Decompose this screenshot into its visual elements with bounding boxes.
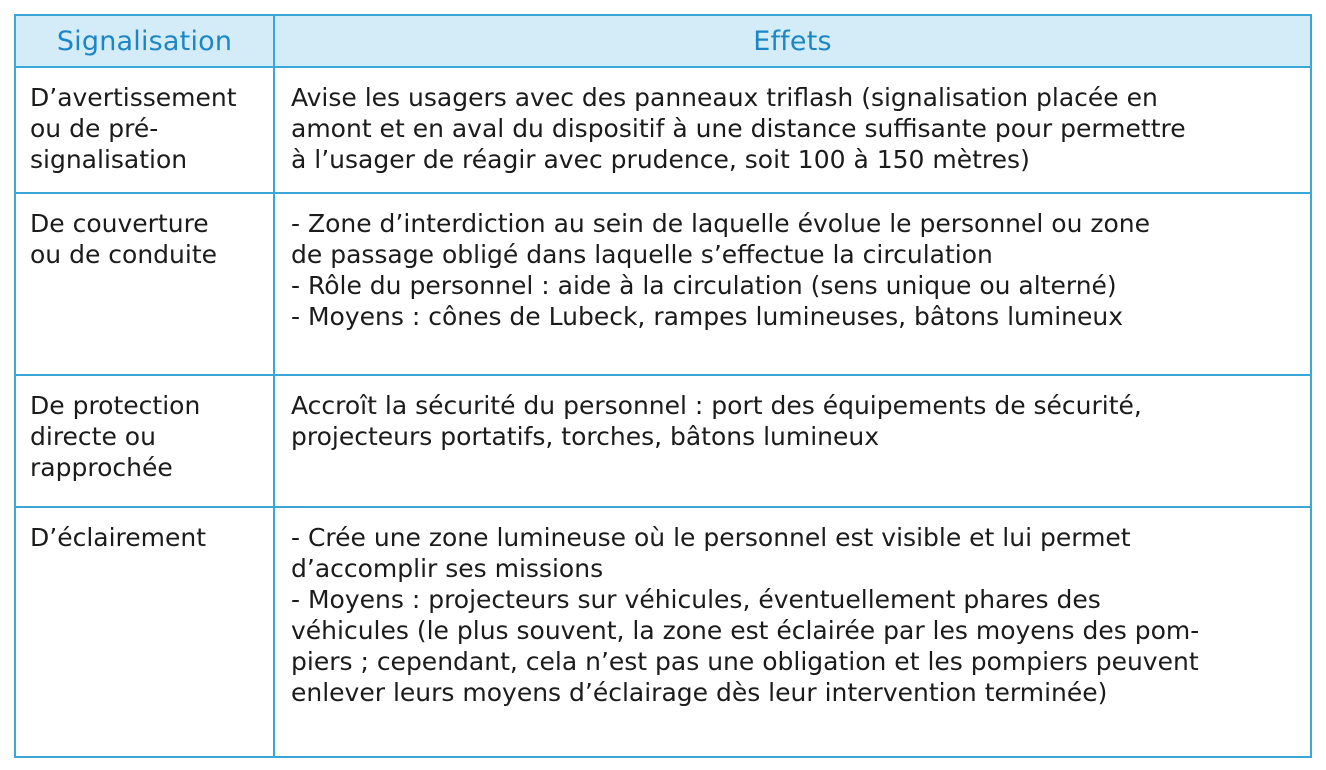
effect-cell-protection (274, 375, 1310, 507)
type-line: ou de conduite (30, 240, 218, 269)
effect-line: véhicules (le plus souvent, la zone est éclairée par les moyens des pom- (291, 616, 1200, 645)
effect-line: - Moyens : cônes de Lubeck, rampes lumineuses, bâtons lumineux (291, 302, 1124, 331)
type-line: directe ou (30, 422, 156, 451)
effect-line: d’accomplir ses missions (291, 554, 604, 583)
type-line: De protection (30, 391, 201, 420)
effect-line: Accroît la sécurité du personnel : port des équipements de sécurité, (291, 391, 1142, 420)
effect-cell-eclairement (274, 507, 1310, 756)
effect-line: piers ; cependant, cela n’est pas une obligation et les pompiers peuvent (291, 647, 1199, 676)
type-line: ou de pré- (30, 114, 159, 143)
type-cell-protection (16, 375, 274, 507)
table-row (16, 193, 1310, 375)
effect-line: - Crée une zone lumineuse où le personnel est visible et lui permet (291, 523, 1131, 552)
type-line: D’éclairement (30, 523, 207, 552)
type-cell-couverture (16, 193, 274, 375)
effect-line: à l’usager de réagir avec prudence, soit 100 à 150 mètres) (291, 145, 1030, 174)
effect-line: de passage obligé dans laquelle s’effectue la circulation (291, 240, 993, 269)
table-row (16, 507, 1310, 756)
effect-cell-couverture (274, 193, 1310, 375)
table-row (16, 67, 1310, 193)
effect-line: Avise les usagers avec des panneaux triflash (signalisation placée en (291, 83, 1158, 112)
effect-line: - Zone d’interdiction au sein de laquelle évolue le personnel ou zone (291, 209, 1151, 238)
type-line: signalisation (30, 145, 188, 174)
type-line: De couverture (30, 209, 209, 238)
type-cell-eclairement (16, 507, 274, 756)
effect-line: enlever leurs moyens d’éclairage dès leur intervention terminée) (291, 678, 1108, 707)
header-effets: Effets (274, 16, 1310, 67)
effect-cell-avertissement (274, 67, 1310, 193)
type-cell-avertissement (16, 67, 274, 193)
signalisation-table-frame (14, 14, 1312, 758)
effect-line: amont et en aval du dispositif à une distance suffisante pour permettre (291, 114, 1186, 143)
effect-line: projecteurs portatifs, torches, bâtons lumineux (291, 422, 880, 451)
table-header-row (16, 16, 1310, 67)
type-line: rapprochée (30, 453, 173, 482)
type-line: D’avertissement (30, 83, 237, 112)
table-row (16, 375, 1310, 507)
header-signalisation: Signalisation (16, 16, 274, 67)
effect-line: - Rôle du personnel : aide à la circulation (sens unique ou alterné) (291, 271, 1117, 300)
effect-line: - Moyens : projecteurs sur véhicules, éventuellement phares des (291, 585, 1101, 614)
signalisation-table (16, 16, 1310, 756)
